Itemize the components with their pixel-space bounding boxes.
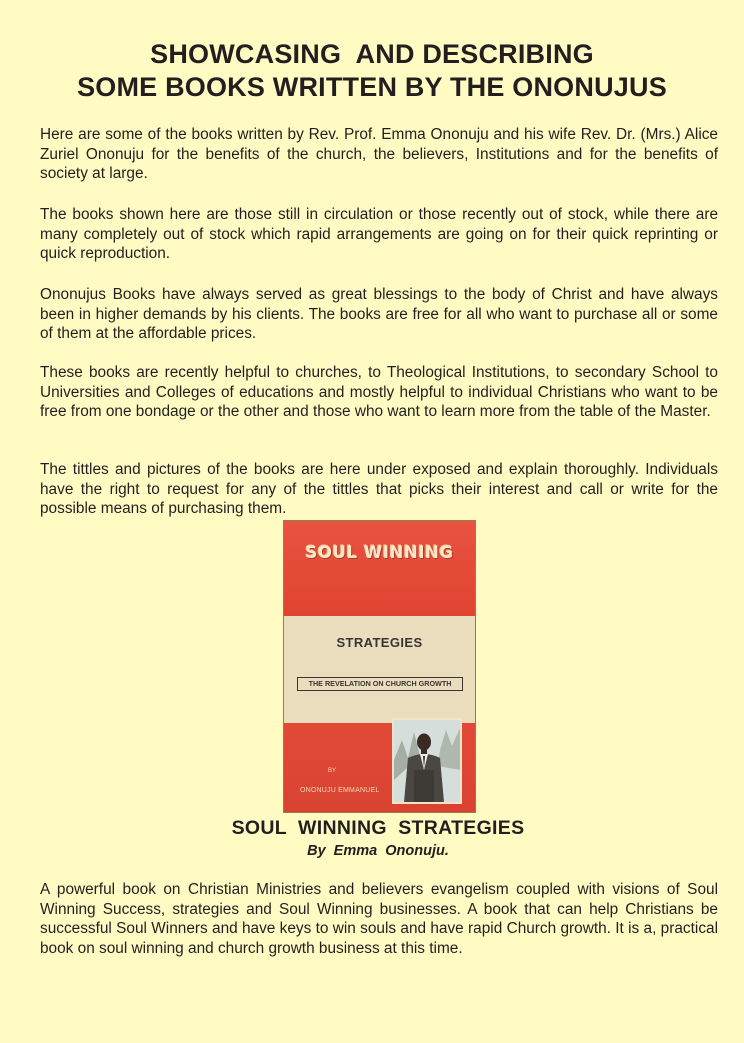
cover-middle-band	[284, 616, 475, 723]
page-title	[0, 38, 744, 104]
author-photo	[392, 718, 462, 804]
intro-paragraph: Here are some of the books written by Rev. Prof. Emma Ononuju and his wife Rev. Dr. (Mrs.) Alice Zuriel Ononuju for the benefits of the church, the believers, Institutions and for the benefits of society at large.	[40, 126, 718, 183]
book-cover-image	[283, 520, 476, 813]
cover-subtitle: STRATEGIES	[336, 635, 423, 650]
blessings-paragraph: Ononujus Books have always served as great blessings to the body of Christ and have always been in higher demands by his clients. The books are free for all who want to purchase all or some of them at the affordable prices.	[40, 286, 718, 343]
book-caption-author: By Emma Ononuju.	[307, 843, 449, 859]
circulation-paragraph: The books shown here are those still in circulation or those recently out of stock, while there are many completely out of stock which rapid arrangements are going on for their quick reprinting or quick reproduction.	[40, 206, 718, 263]
cover-tagline: THE REVELATION ON CHURCH GROWTH	[297, 677, 463, 691]
book-description: A powerful book on Christian Ministries and believers evangelism coupled with visions of Soul Winning Success, strategies and Soul Winning businesses. A book that can help Christians be successful Soul Winners and have keys to win souls and have rapid Church growth. It is a, practical book on soul winning and church growth business at this time.	[40, 881, 718, 957]
helpful-paragraph: These books are recently helpful to churches, to Theological Institutions, to secondary School to Universities and Colleges of educations and mostly helpful to individual Christians who want to be free from one bondage or the other and those who want to learn more from the table of the Master.	[40, 364, 718, 421]
title-line-1: SHOWCASING AND DESCRIBING	[150, 39, 594, 69]
title-line-2: SOME BOOKS WRITTEN BY THE ONONUJUS	[77, 72, 667, 102]
author-portrait-icon	[394, 720, 460, 802]
cover-author: ONONUJU EMMANUEL	[300, 787, 380, 794]
book-caption-title: SOUL WINNING STRATEGIES	[231, 817, 525, 839]
cover-title: SOUL WINNING	[305, 543, 454, 562]
cover-by: BY	[328, 768, 337, 774]
titles-paragraph: The tittles and pictures of the books are here under exposed and explain thoroughly. Individuals have the right to request for any of the tittles that picks their interest and call or write for the possible means of purchasing them.	[40, 461, 718, 518]
cover-top-band	[284, 521, 475, 616]
